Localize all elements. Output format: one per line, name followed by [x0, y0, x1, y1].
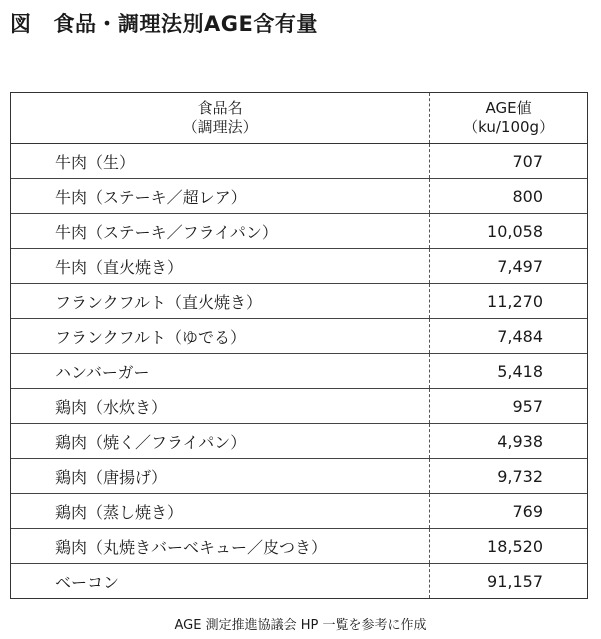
food-name: 鶏肉（唐揚げ） — [11, 459, 430, 494]
table-row — [11, 179, 587, 214]
age-value: 7,497 — [430, 249, 587, 284]
table-row — [11, 494, 587, 529]
age-value: 9,732 — [430, 459, 587, 494]
age-value: 800 — [430, 179, 587, 214]
food-name: 鶏肉（丸焼きバーベキュー／皮つき） — [11, 529, 430, 564]
food-name: 牛肉（ステーキ／フライパン） — [11, 214, 430, 249]
age-value: 4,938 — [430, 424, 587, 459]
table-row — [11, 249, 587, 284]
table-header-row — [11, 93, 587, 144]
food-name: 牛肉（生） — [11, 144, 430, 179]
table-row — [11, 319, 587, 354]
food-name: フランクフルト（直火焼き） — [11, 284, 430, 319]
header-food — [11, 93, 430, 144]
header-value-line1: AGE値 — [485, 99, 532, 117]
age-value: 7,484 — [430, 319, 587, 354]
food-name: 鶏肉（焼く／フライパン） — [11, 424, 430, 459]
figure-title — [10, 8, 318, 38]
food-name: 牛肉（ステーキ／超レア） — [11, 179, 430, 214]
figure-title-text: 食品・調理法別AGE含有量 — [53, 12, 318, 36]
header-food-line1: 食品名 — [197, 99, 243, 117]
table-row — [11, 529, 587, 564]
age-value: 5,418 — [430, 354, 587, 389]
table-body — [11, 144, 587, 599]
age-value: 11,270 — [430, 284, 587, 319]
table-row — [11, 389, 587, 424]
age-value: 18,520 — [430, 529, 587, 564]
header-value-line2: （ku/100g） — [463, 118, 555, 136]
table-row — [11, 354, 587, 389]
source-caption: AGE 測定推進協議会 HP 一覧を参考に作成 — [174, 618, 427, 633]
food-name: ハンバーガー — [11, 354, 430, 389]
header-food-line2: （調理法） — [182, 118, 258, 136]
age-value: 957 — [430, 389, 587, 424]
table-row — [11, 284, 587, 319]
table-row — [11, 144, 587, 179]
table-row — [11, 214, 587, 249]
header-value — [430, 93, 587, 144]
age-value: 707 — [430, 144, 587, 179]
food-name: 鶏肉（蒸し焼き） — [11, 494, 430, 529]
age-table — [11, 93, 587, 598]
table-row — [11, 424, 587, 459]
food-name: 牛肉（直火焼き） — [11, 249, 430, 284]
age-value: 769 — [430, 494, 587, 529]
figure-label: 図 — [10, 12, 32, 36]
food-name: 鶏肉（水炊き） — [11, 389, 430, 424]
table-row — [11, 459, 587, 494]
age-value: 91,157 — [487, 571, 543, 591]
food-name: ベーコン — [11, 564, 430, 599]
age-value: 10,058 — [430, 214, 587, 249]
food-name: フランクフルト（ゆでる） — [11, 319, 430, 354]
table-row — [11, 564, 587, 599]
age-table-container — [10, 92, 588, 599]
